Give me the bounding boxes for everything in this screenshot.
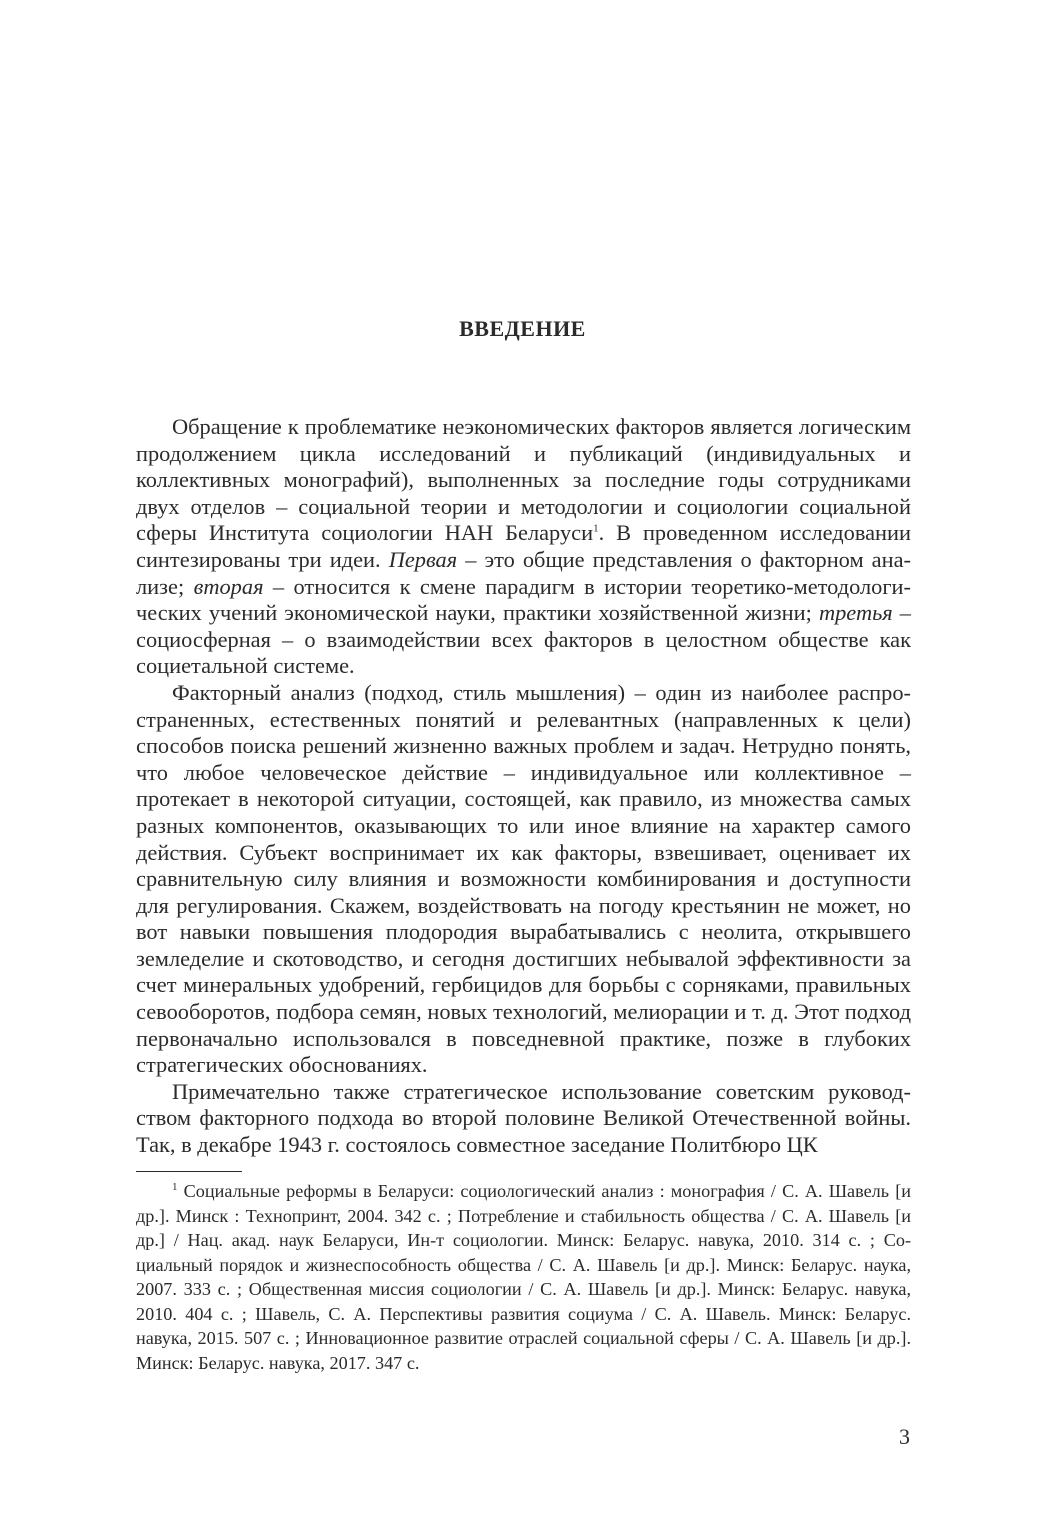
footnote-1 [136,1179,911,1375]
page-number: 3 [899,1424,910,1449]
paragraph-1-text-d: – относится к смене парадигм в истории теоретико-методологических учений экономической науки, практики хозяйственной жизни; [136,573,912,626]
footnote-number: 1 [172,1180,178,1193]
footnote-divider [136,1171,242,1172]
emphasis-first: Первая [388,546,458,572]
paragraph-3: Примечательно также стратегическое использование советским руководством факторного подхода во второй половине Великой Отечественной войны. Так, в декабре 1943 г. состоялось совместное заседание Политбюро ЦК [136,1078,911,1158]
footnotes [136,1179,911,1375]
body-text [136,414,911,1159]
paragraph-1-text-b: . В проведенном исследовании синтезированы три идеи. [136,520,911,572]
emphasis-second: вторая [193,573,264,599]
paragraph-1-text-a: Обращение к проблематике неэкономических факторов является логическим продолжением цикла исследований и публикаций (индивидуальных и коллективных монографий), выполненных за последние годы сотрудниками двух отделов – социальной теории и методологии и социологии социальной сферы Института социологии НАН Беларуси [136,414,911,546]
paragraph-2: Факторный анализ (подход, стиль мышления) – один из наиболее распространенных, естественных понятий и релевантных (направленных к цели) способов поиска решений жизненно важных проблем и задач. Нетрудно понять, что любое человеческое действие – индивидуальное или коллективное – протекает в некоторой ситуации, состоящей, как правило, из множества самых разных компонентов, оказывающих то или иное влияние на характер самого действия. Субъект воспринимает их как факторы, взвешивает, оценивает их сравнительную силу влияния и возможности комбинирования и доступности для регулирования. Скажем, воздействовать на погоду крестьянин не может, но вот навыки повышения плодородия вырабатывались с неолита, открывшего земледелие и скотоводство, и сегодня достигших небывалой эффективности за счет минеральных удобрений, гербицидов для борьбы с сорняками, правильных севооборотов, подбора семян, новых технологий, мелиорации и т. д. Этот подход первоначально использовался в повседневной практике, позже в глубоких стратегических обоснованиях. [136,679,911,1078]
footnote-text: Социальные реформы в Беларуси: социологический анализ : монография / С. А. Шавель [и др.]. Минск : Технопринт, 2004. 342 с. ; Потребление и стабильность общества / С. А. Шавель [и др.] / Нац. акад. наук Беларуси, Ин-т социологии. Минск: Беларус. навука, 2010. 314 с. ; Социальный порядок и жизнеспособность общества / С. А. Шавель [и др.]. Минск: Беларус. наука, 2007. 333 с. ; Общественная миссия социологии / С. А. Шавель [и др.]. Минск: Беларус. навука, 2010. 404 с. ; Шавель, С. А. Перспективы развития социума / С. А. Шавель. Минск: Беларус. навука, 2015. 507 с. ; Инновационное развитие отраслей социальной сферы / С. А. Шавель [и др.]. Минск: Беларус. навука, 2017. 347 с. [136,1181,911,1373]
paragraph-1-text-e: – социосферная – о взаимодействии всех факторов в целостном обществе как социетальной системе. [136,600,912,679]
page-title: ВВЕДЕНИЕ [459,316,586,341]
footnote-reference: 1 [593,522,599,535]
emphasis-third: третья [818,600,893,626]
paragraph-1-text-c: – это общие представления о факторном анализе; [136,546,912,599]
paragraph-1 [136,414,911,680]
